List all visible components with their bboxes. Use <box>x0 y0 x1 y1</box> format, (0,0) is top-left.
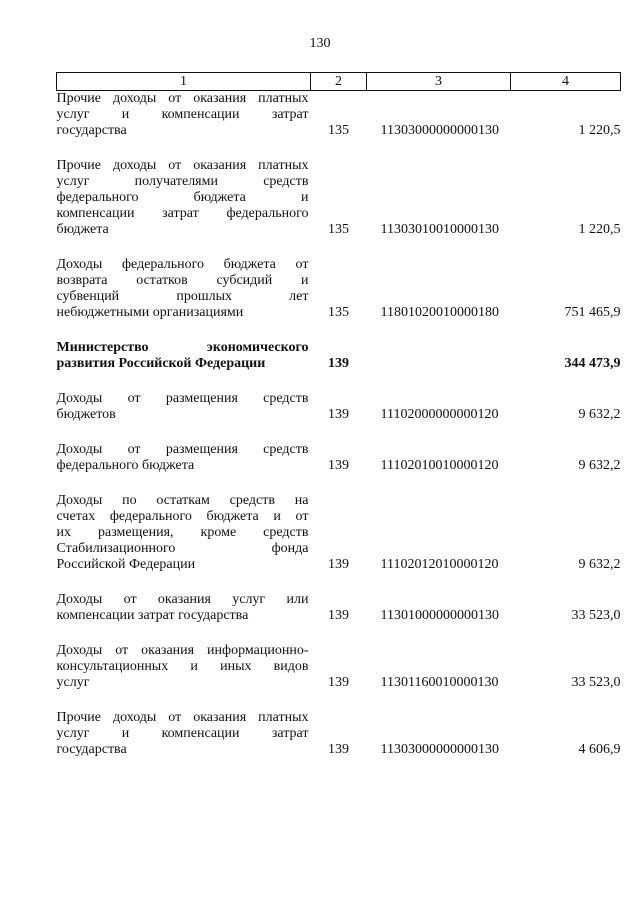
spacer-cell <box>57 573 621 592</box>
row-spacer <box>57 238 621 257</box>
revenue-name-cell <box>57 257 311 321</box>
revenue-name-cell <box>57 91 311 140</box>
admin-code-cell: 139 <box>328 458 349 473</box>
revenue-name-line: услуг и компенсации затрат <box>56 726 309 741</box>
spacer-cell <box>57 238 621 257</box>
revenue-name-cell <box>57 442 311 474</box>
revenue-name-line: Министерство экономического <box>56 340 309 355</box>
amount-cell: 4 606,9 <box>578 742 621 757</box>
revenue-name-cell <box>57 391 311 423</box>
kbk-code-cell: 11301160010000130 <box>380 675 499 690</box>
kbk-code-cell: 11303000000000130 <box>380 742 499 757</box>
amount-cell: 33 523,0 <box>571 608 621 623</box>
row-spacer <box>57 573 621 592</box>
spacer-cell <box>57 139 621 158</box>
amount-cell: 33 523,0 <box>571 675 621 690</box>
amount-cell: 751 465,9 <box>564 305 621 320</box>
row-spacer <box>57 691 621 710</box>
revenue-name-line: услуг <box>56 675 90 690</box>
revenue-name-line: консультационных и иных видов <box>56 659 309 674</box>
spacer-cell <box>57 624 621 643</box>
revenue-name-line: возврата остатков субсидий и <box>56 273 309 288</box>
admin-code-cell: 139 <box>328 557 349 572</box>
revenue-name-line: Прочие доходы от оказания платных <box>56 91 309 106</box>
spacer-cell <box>57 691 621 710</box>
amount-cell: 1 220,5 <box>578 123 621 138</box>
table-row <box>57 391 621 423</box>
admin-code-cell: 135 <box>328 123 349 138</box>
revenue-name-line: федерального бюджета <box>56 458 195 473</box>
revenue-name-cell <box>57 710 311 758</box>
amount-cell: 9 632,2 <box>578 557 621 572</box>
revenue-name-line: Доходы от размещения средств <box>56 442 309 457</box>
revenue-name-line: их размещения, кроме средств <box>56 525 309 540</box>
revenue-name-line: федерального бюджета и <box>56 190 309 205</box>
column-header-2: 2 <box>311 73 367 91</box>
table-row <box>57 592 621 624</box>
row-spacer <box>57 321 621 340</box>
revenue-name-cell <box>57 643 311 691</box>
table-row <box>57 643 621 691</box>
table-row <box>57 158 621 238</box>
row-spacer <box>57 423 621 442</box>
admin-code-cell: 139 <box>328 356 349 371</box>
kbk-code-cell <box>367 340 511 372</box>
row-spacer <box>57 139 621 158</box>
admin-code-cell: 135 <box>328 222 349 237</box>
table-body <box>57 91 621 759</box>
revenue-name-line: компенсации затрат федерального <box>56 206 309 221</box>
admin-code-cell: 139 <box>328 742 349 757</box>
row-spacer <box>57 474 621 493</box>
revenue-name-cell <box>57 158 311 238</box>
header-row <box>57 73 621 91</box>
revenue-name-line: бюджетов <box>56 407 116 422</box>
revenue-name-cell <box>57 493 311 573</box>
kbk-code-cell: 11801020010000180 <box>380 305 499 320</box>
kbk-code-cell: 11102000000000120 <box>380 407 499 422</box>
spacer-cell <box>57 372 621 391</box>
revenue-name-line: Российской Федерации <box>56 557 196 572</box>
revenue-name-line: Прочие доходы от оказания платных <box>56 710 309 725</box>
kbk-code-cell: 11301000000000130 <box>380 608 499 623</box>
amount-cell: 1 220,5 <box>578 222 621 237</box>
spacer-cell <box>57 321 621 340</box>
amount-cell: 9 632,2 <box>578 407 621 422</box>
revenue-name-line: Стабилизационного фонда <box>56 541 309 556</box>
revenue-name-line: государства <box>56 123 127 138</box>
admin-code-cell: 135 <box>328 305 349 320</box>
revenue-name-line: Доходы по остаткам средств на <box>56 493 309 508</box>
spacer-cell <box>57 474 621 493</box>
revenue-name-line: субвенций прошлых лет <box>56 289 309 304</box>
revenue-name-line: развития Российской Федерации <box>56 356 266 371</box>
revenue-name-line: государства <box>56 742 127 757</box>
table-row <box>57 442 621 474</box>
row-spacer <box>57 372 621 391</box>
table-row <box>57 257 621 321</box>
revenue-name-line: услуг получателями средств <box>56 174 309 189</box>
spacer-cell <box>57 423 621 442</box>
revenue-name-line: услуг и компенсации затрат <box>56 107 309 122</box>
page-number: 130 <box>309 36 331 51</box>
column-header-1: 1 <box>57 73 311 91</box>
revenue-name-line: Доходы от оказания услуг или <box>56 592 309 607</box>
kbk-code-cell: 11303010010000130 <box>380 222 499 237</box>
revenue-name-line: Прочие доходы от оказания платных <box>56 158 309 173</box>
kbk-code-cell: 11303000000000130 <box>380 123 499 138</box>
column-header-3: 3 <box>367 73 511 91</box>
revenue-name-line: компенсации затрат государства <box>56 608 249 623</box>
table-row <box>57 91 621 140</box>
admin-code-cell: 139 <box>328 675 349 690</box>
revenue-name-line: Доходы от размещения средств <box>56 391 309 406</box>
kbk-code-cell: 11102010010000120 <box>380 458 499 473</box>
amount-cell: 344 473,9 <box>564 356 621 371</box>
amount-cell: 9 632,2 <box>578 458 621 473</box>
admin-code-cell: 139 <box>328 608 349 623</box>
kbk-code-cell: 11102012010000120 <box>380 557 499 572</box>
table-row <box>57 710 621 758</box>
revenue-name-cell <box>57 592 311 624</box>
revenue-name-line: Доходы от оказания информационно- <box>56 643 309 658</box>
revenue-name-line: небюджетными организациями <box>56 305 244 320</box>
column-header-4: 4 <box>511 73 621 91</box>
revenue-name-line: счетах федерального бюджета и от <box>56 509 309 524</box>
table-row <box>57 340 621 372</box>
table-header <box>57 73 621 91</box>
revenue-name-line: бюджета <box>56 222 109 237</box>
revenue-table <box>56 72 621 758</box>
admin-code-cell: 139 <box>328 407 349 422</box>
revenue-name-line: Доходы федерального бюджета от <box>56 257 309 272</box>
row-spacer <box>57 624 621 643</box>
table-row <box>57 493 621 573</box>
revenue-name-cell <box>57 340 311 372</box>
